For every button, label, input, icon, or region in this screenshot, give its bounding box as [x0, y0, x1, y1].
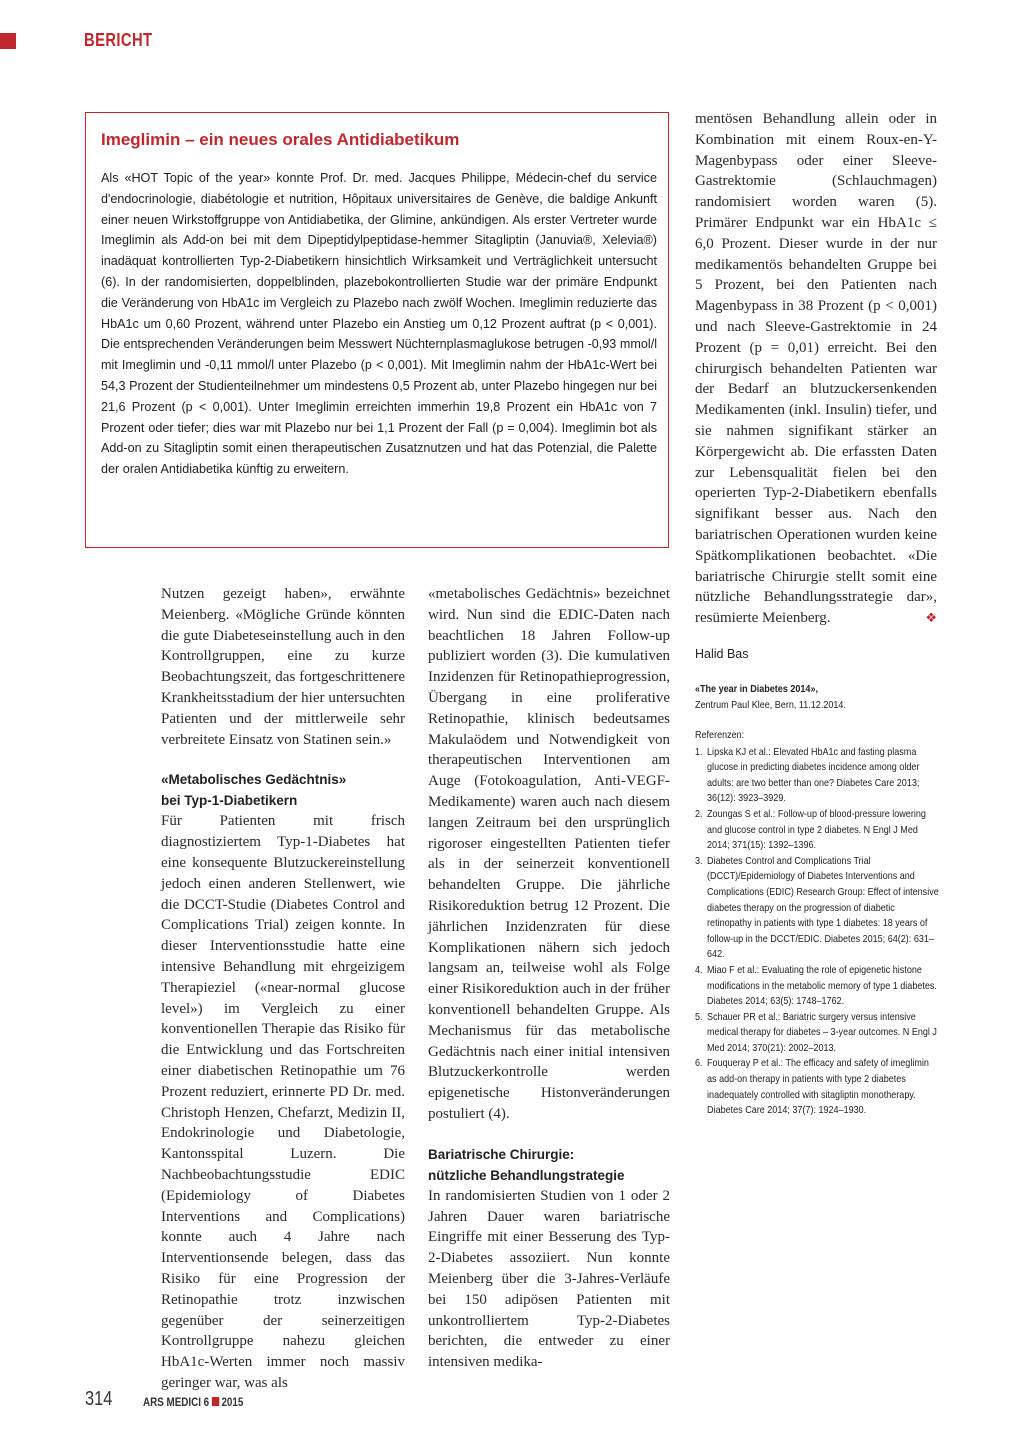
- author-name: Halid Bas: [695, 647, 749, 661]
- reference-item: 5. Schauer PR et al.: Bariatric surgery versus intensive medical therapy for diabetes – 3-year outcomes. N Engl J Med 2014; 370(21): 2002–2013.: [695, 1010, 937, 1054]
- references: [695, 728, 939, 1119]
- subheading: «Metabolisches Gedächtnis» bei Typ-1-Diabetikern: [161, 772, 347, 809]
- paragraph: In randomisierten Studien von 1 oder 2 Jahren Dauer waren bariatrische Eingriffe mit einer Besserung des Typ-2-Diabetes assoziiert. Nun konnte Meienberg über die 3-Jahres-Verläufe bei 150 adipösen Patienten mit unkontrolliertem Typ-2-Diabetes berichten, die entweder zu einer intensiven medika-: [428, 1187, 670, 1371]
- source-note: [695, 681, 910, 713]
- section-title: BERICHT: [84, 30, 153, 50]
- reference-item: 6. Fouqueray P et al.: The efficacy and safety of imeglimin as add-on therapy in patients with type 2 diabetes inadequately controlled with sitagliptin monotherapy. Diabetes Care 2014; 37(7): 1924–1930.: [695, 1057, 929, 1117]
- references-heading: Referenzen:: [695, 729, 745, 741]
- paragraph: mentösen Behandlung allein oder in Kombination mit einem Roux-en-Y-Magenbypass oder einer Sleeve-Gastrektomie (Schlauchmagen) randomisiert worden waren (5). Primärer Endpunkt war ein HbA1c ≤ 6,0 Prozent. Dieser wurde in der nur medikamentös behandelten Gruppe bei 5 Prozent, bei den Patienten nach Magenbypass in 38 Prozent (p < 0,001) und nach Sleeve-Gastrektomie in 24 Prozent (p = 0,01) erreicht. Bei den chirurgisch behandelten Patienten war der Bedarf an blutzuckersenkenden Medikamenten (inkl. Insulin) tiefer, und sie nahmen signifikant stärker an Körpergewicht ab. Die erfassten Daten zur Lebensqualität fielen bei den operierten Typ-2-Diabetikern ebenfalls signifikant besser aus. Nach den bariatrischen Operationen wurden keine Spätkomplikationen beobachtet. «Die bariatrische Chirurgie stellt somit eine nützliche Behandlungsstrategie dar», resümierte Meienberg. ❖: [695, 109, 937, 629]
- info-box-text: Als «HOT Topic of the year» konnte Prof. Dr. med. Jacques Philippe, Médecin-chef du service d'endocrinologie, diabétologie et nutrition, Hôpitaux universitaires de Genève, die baldige Ankunft einer neuen Wirkstoffgruppe von Antidiabetika, der Glimine, ankündigen. Als erster Vertreter wurde Imeglimin als Add-on bei mit dem Dipeptidylpeptidase-hemmer Sitagliptin (Januvia®, Xelevia®) inadäquat kontrollierten Typ-2-Diabetikern hinsichtlich Wirksamkeit und Verträglichkeit untersucht (6). In der randomisierten, doppelblinden, plazebokontrollierten Studie war der primäre Endpunkt die Veränderung von HbA1c im Vergleich zu Plazebo nach zwölf Wochen. Imeglimin reduzierte das HbA1c um 0,60 Prozent, während unter Plazebo ein Anstieg um 0,12 Prozent auftrat (p < 0,001). Die entsprechenden Veränderungen beim Messwert Nüchternplasmaglukose betrugen -0,93 mmol/l mit Imeglimin und -0,11 mmol/l unter Plazebo (p < 0,001). Mit Imeglimin nahm der HbA1c-Wert bei 54,3 Prozent der Studienteilnehmer um mindestens 0,5 Prozent ab, unter Plazebo hingegen nur bei 21,6 Prozent (p < 0,001). Unter Imeglimin erreichten immerhin 19,8 Prozent ein HbA1c von 7 Prozent oder tiefer; dies war mit Plazebo nur bei 1,1 Prozent der Fall (p = 0,004). Imeglimin bot als Add-on zu Sitagliptin somit einen therapeutischen Zusatznutzen und hat das Potenzial, die Palette der oralen Antidiabetika künftig zu erweitern.: [101, 171, 657, 477]
- reference-item: 2. Zoungas S et al.: Follow-up of blood-pressure lowering and glucose control in type 2 diabetes. N Engl J Med 2014; 371(15): 1392–1396.: [695, 807, 926, 852]
- paragraph: Nutzen gezeigt haben», erwähnte Meienberg. «Mögliche Gründe könnten die gute Diabeteseinstellung auch in den Kontrollgruppen, eine zu kurze Beobachtungszeit, das fortgeschrittenere Krankheitsstadium der hier untersuchten Patienten und der mittlerweile sehr verbreitete Einsatz von Statinen sein.»: [161, 586, 405, 748]
- column-1: [161, 584, 405, 1394]
- column-2: [428, 584, 670, 1373]
- page-number: 314: [85, 1388, 113, 1410]
- footer-square-icon: [212, 1397, 219, 1406]
- reference-item: 3. Diabetes Control and Complications Trial (DCCT)/Epidemiology of Diabetes Interventions and Complications (EDIC) Research Group: Effect of intensive diabetes therapy on the progression of diabetic retinopathy in patients with type 1 diabetes: 18 years of follow-up in the DCCT/EDIC. Diabetes 2015; 64(2): 631–642.: [695, 854, 939, 961]
- source-title: «The year in Diabetes 2014»,: [695, 683, 818, 695]
- section-marker: [0, 33, 16, 49]
- column-3: [695, 109, 937, 629]
- subheading: Bariatrische Chirurgie: nützliche Behandlungstrategie: [428, 1146, 625, 1183]
- paragraph: Für Patienten mit frisch diagnostiziertem Typ-1-Diabetes hat eine konsequente Blutzuckereinstellung jedoch einen anderen Stellenwert, wie die DCCT-Studie (Diabetes Control and Complications Trial) zeigen konnte. In dieser Interventionsstudie hatte eine intensive Behandlung mit ehrgeizigem Therapieziel («near-normal glucose level») im Vergleich zu einer konventionellen Therapie das Risiko für die Entwicklung und das Fortschreiten einer diabetischen Retinopathie um 76 Prozent reduziert, erinnerte PD Dr. med. Christoph Henzen, Chefarzt, Medizin II, Endokrinologie und Diabetologie, Kantonsspital Luzern. Die Nachbeobachtungsstudie EDIC (Epidemiology of Diabetes Interventions and Complications) konnte auch 4 Jahre nach Interventionsende belegen, dass das Risiko für eine Progression der Retinopathie trotz inzwischen gegenüber der seinerzeitigen Kontrollgruppe nahezu gleichen HbA1c-Werten immer noch massiv geringer war, was als: [161, 813, 405, 1391]
- journal-footer: ARS MEDICI 6 2015: [143, 1395, 244, 1409]
- reference-item: 4. Miao F et al.: Evaluating the role of epigenetic histone modifications in the metabolic memory of type 1 diabetes. Diabetes 2014; 63(5): 1748–1762.: [695, 963, 937, 1008]
- reference-item: 1. Lipska KJ et al.: Elevated HbA1c and fasting plasma glucose in predicting diabetes incidence among older adults: are two better than one? Diabetes Care 2013; 36(12): 3923–3929.: [695, 745, 920, 805]
- paragraph: «metabolisches Gedächtnis» bezeichnet wird. Nun sind die EDIC-Daten nach beachtlichen 18 Jahren Follow-up publiziert worden (3). Die kumulativen Inzidenzen für Retinopathieprogression, Übergang in eine proliferative Retinopathie, klinisch bedeutsames Makulaödem und Notwendigkeit von therapeutischen Interventionen am Auge (Fotokoagulation, Anti-VEGF-Medikamente) waren auch nach diesem langen Zeitraum bei den ursprünglich rigoroser eingestellten Patienten tiefer als in der seinerzeit konventionell behandelten Gruppe. Die jährliche Risikoreduktion betrug 12 Prozent. Die jährlichen Inzidenzraten für diese Komplikationen nähern sich jedoch langsam an, teilweise wohl als Folge einer Risikoreduktion auch in der früher konventionell behandelten Gruppe. Als Mechanismus für das metabolische Gedächtnis nach einer initial intensiven Blutzuckerkontrolle werden epigenetische Histonveränderungen postuliert (4).: [428, 586, 670, 1122]
- source-detail: Zentrum Paul Klee, Bern, 11.12.2014.: [695, 699, 846, 711]
- reference-list: [695, 745, 939, 1119]
- end-mark-icon: ❖: [925, 610, 937, 626]
- info-box-title: Imeglimin – ein neues orales Antidiabetikum: [101, 130, 460, 149]
- info-box: [85, 112, 669, 548]
